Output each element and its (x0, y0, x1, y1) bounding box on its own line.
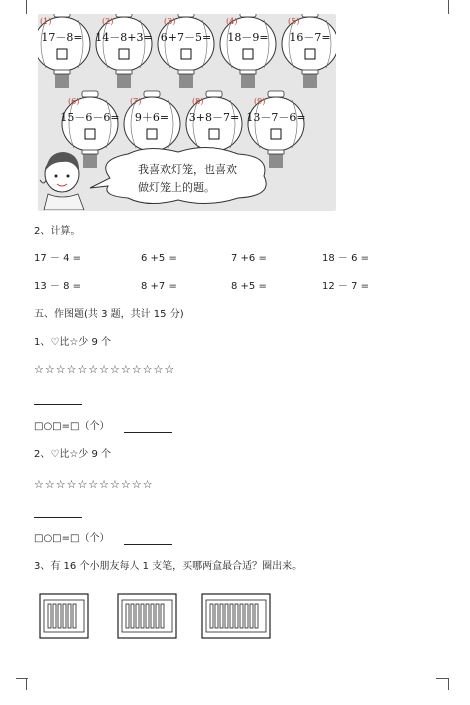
lantern-illustration (38, 14, 336, 211)
answer-box[interactable] (181, 49, 191, 59)
pen (215, 604, 218, 628)
pen (235, 604, 238, 628)
pen (141, 604, 144, 628)
lantern-expression: 9＋6= (134, 111, 170, 124)
crop-mark-bottom-right-h (436, 678, 448, 679)
crop-mark-bottom-right (448, 678, 461, 690)
pen (136, 604, 139, 628)
pen (245, 604, 248, 628)
calc-r2-c1: 13 － 8 = (34, 281, 82, 292)
pen-boxes (38, 592, 298, 642)
pen (68, 604, 71, 628)
answer-box[interactable] (305, 49, 315, 59)
pen (240, 604, 243, 628)
q1-title: 1、♡比☆少 9 个 (34, 337, 112, 348)
pen (151, 604, 154, 628)
pen (255, 604, 258, 628)
lantern-number: (9) (254, 97, 266, 106)
lantern-number: (5) (288, 17, 300, 26)
pen (146, 604, 149, 628)
lantern (95, 14, 152, 88)
lantern-number: (8) (192, 97, 204, 106)
q3-title: 3、有 16 个小朋友每人 1 支笔，买哪两盒最合适？圈出来。 (34, 561, 303, 572)
answer-box[interactable] (85, 129, 95, 139)
pen (225, 604, 228, 628)
calc-r1-c1: 17 － 4 = (34, 253, 82, 264)
lantern-number: (6) (68, 97, 80, 106)
lantern-expression: 17－8= (41, 31, 83, 44)
pen (161, 604, 164, 628)
speech-bubble (88, 146, 278, 206)
pen-box[interactable] (202, 594, 270, 638)
lantern-expression: 15－6－6= (60, 111, 120, 124)
answer-box[interactable] (57, 49, 67, 59)
lantern-expression: 14－8+3= (95, 31, 153, 44)
q2-formula-blank (124, 543, 172, 545)
lantern (282, 14, 336, 88)
pen (58, 604, 61, 628)
pen (220, 604, 223, 628)
answer-box[interactable] (209, 129, 219, 139)
calc-r2-c3: 8 +5 = (231, 281, 267, 292)
q2-stars: ☆☆☆☆☆☆☆☆☆☆☆ (34, 478, 154, 491)
calc-r2-c2: 8 +7 = (141, 281, 177, 292)
lantern-number: (2) (102, 17, 114, 26)
answer-box[interactable] (147, 129, 157, 139)
lantern-number: (1) (40, 17, 52, 26)
pen-box[interactable] (118, 594, 176, 638)
q1-answer-line (34, 403, 82, 405)
lantern-expression: 6+7－5= (160, 31, 212, 44)
crop-mark-bottom-left-h (16, 678, 28, 679)
q1-formula: □○□=□（个） (34, 421, 110, 432)
lantern (38, 14, 90, 88)
q1-stars: ☆☆☆☆☆☆☆☆☆☆☆☆☆ (34, 363, 176, 376)
answer-box[interactable] (119, 49, 129, 59)
calc-r1-c3: 7 +6 = (231, 253, 267, 264)
section-5-title: 五、作图题(共 3 题，共计 15 分) (34, 309, 184, 320)
crop-mark-top-right (448, 0, 461, 14)
crop-mark-bottom-left (14, 678, 27, 690)
lantern-number: (3) (164, 17, 176, 26)
lantern-expression: 16－7= (289, 31, 331, 44)
pen (210, 604, 213, 628)
lantern (158, 14, 214, 88)
lantern-expression: 13－7－6= (246, 111, 306, 124)
girl-illustration (38, 140, 94, 210)
answer-box[interactable] (243, 49, 253, 59)
section-2-title: 2、计算。 (34, 226, 81, 237)
pen (53, 604, 56, 628)
pen (131, 604, 134, 628)
pen (48, 604, 51, 628)
pen-box[interactable] (40, 594, 88, 638)
pen (126, 604, 129, 628)
lantern-number: (4) (226, 17, 238, 26)
lantern-expression: 18－9= (227, 31, 269, 44)
lantern-number: (7) (130, 97, 142, 106)
pen (156, 604, 159, 628)
speech-line-2: 做灯笼上的题。 (138, 181, 215, 194)
q2-answer-line (34, 516, 82, 518)
pen (250, 604, 253, 628)
q2-formula: □○□=□（个） (34, 533, 110, 544)
calc-r2-c4: 12 － 7 = (322, 281, 370, 292)
answer-box[interactable] (271, 129, 281, 139)
speech-line-1: 我喜欢灯笼，也喜欢 (138, 163, 237, 176)
pen (230, 604, 233, 628)
pen (63, 604, 66, 628)
lantern (220, 14, 276, 88)
pen (73, 604, 76, 628)
q1-formula-blank (124, 431, 172, 433)
lantern-expression: 3+8－7= (188, 111, 240, 124)
crop-mark-top-left (14, 0, 27, 14)
calc-r1-c4: 18 － 6 = (322, 253, 370, 264)
calc-r1-c2: 6 +5 = (141, 253, 177, 264)
q2-title: 2、♡比☆少 9 个 (34, 449, 112, 460)
